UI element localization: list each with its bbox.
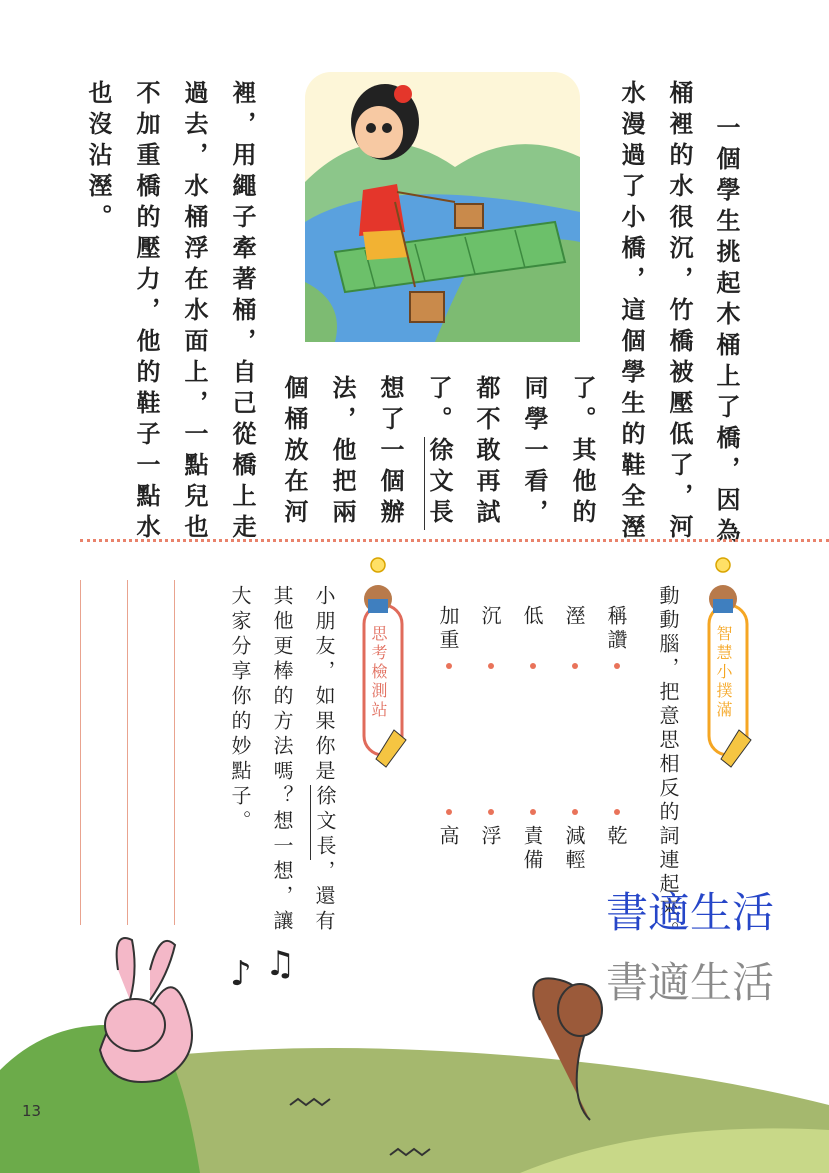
page-number: 13 bbox=[22, 1102, 42, 1120]
thinking-column-3: 大家分享你的妙點子。 bbox=[228, 585, 252, 835]
right-word[interactable]: 浮 bbox=[478, 825, 502, 849]
thinking-badge-label: 思考檢測站 bbox=[369, 625, 388, 720]
story-column: 不加重橋的壓力，他的鞋子一點水 bbox=[132, 80, 161, 545]
match-dot-right[interactable] bbox=[488, 809, 494, 815]
writing-line bbox=[174, 580, 175, 925]
left-word[interactable]: 稱讚 bbox=[604, 605, 628, 653]
story-column: 也沒沾溼。 bbox=[84, 80, 113, 235]
right-word[interactable]: 責備 bbox=[520, 825, 544, 873]
left-word[interactable]: 加重 bbox=[436, 605, 460, 653]
story-column: 過去，水桶浮在水面上，一點兒也 bbox=[180, 80, 209, 545]
story-column: 同學一看， bbox=[520, 375, 549, 530]
match-dot-left[interactable] bbox=[530, 663, 536, 669]
match-dot-right[interactable] bbox=[446, 809, 452, 815]
story-column: 法，他把兩 bbox=[328, 375, 357, 530]
story-column: 桶裡的水很沉，竹橋被壓低了，河 bbox=[665, 80, 694, 545]
svg-text:♪: ♪ bbox=[230, 954, 252, 994]
match-dot-right[interactable] bbox=[530, 809, 536, 815]
watermark-gray: 書適生活 bbox=[606, 958, 775, 1007]
story-column: 水漫過了小橋，這個學生的鞋全溼 bbox=[617, 80, 646, 545]
wisdom-badge-label: 智慧小撲滿 bbox=[714, 625, 733, 720]
story-column: 想了一個辦 bbox=[376, 375, 405, 530]
watermark-blue: 書適生活 bbox=[606, 888, 775, 937]
match-dot-left[interactable] bbox=[572, 663, 578, 669]
match-dot-right[interactable] bbox=[572, 809, 578, 815]
right-word[interactable]: 高 bbox=[436, 825, 460, 849]
thinking-column-1: 小朋友，如果你是 徐文長 ， 還有 bbox=[312, 585, 337, 935]
story-column-split bbox=[424, 375, 453, 530]
writing-line bbox=[80, 580, 81, 925]
story-column: 個桶放在河 bbox=[280, 375, 309, 530]
story-column: 了。 bbox=[424, 375, 453, 437]
section-divider bbox=[80, 539, 829, 542]
match-dot-left[interactable] bbox=[614, 663, 620, 669]
left-word[interactable]: 沉 bbox=[478, 605, 502, 629]
writing-line bbox=[127, 580, 128, 925]
left-word[interactable]: 低 bbox=[520, 605, 544, 629]
proper-name-mark: 徐文長 bbox=[425, 437, 454, 530]
right-word[interactable]: 乾 bbox=[604, 825, 628, 849]
story-column: 一個學生挑起木桶上了橋，因為 bbox=[712, 115, 741, 549]
wisdom-prompt: 動動腦，把意思相反的詞連起來。 bbox=[656, 585, 680, 945]
story-column: 了。其他的 bbox=[568, 375, 597, 530]
story-column: 都不敢再試 bbox=[472, 375, 501, 530]
match-dot-right[interactable] bbox=[614, 809, 620, 815]
match-dot-left[interactable] bbox=[446, 663, 452, 669]
proper-name-mark: 徐文長 bbox=[310, 785, 339, 860]
story-column: 裡，用繩子牽著桶，自己從橋上走 bbox=[228, 80, 257, 545]
story-illustration bbox=[305, 72, 580, 342]
match-dot-left[interactable] bbox=[488, 663, 494, 669]
svg-text:♫: ♫ bbox=[265, 944, 296, 984]
thinking-column-2: 其他更棒的方法嗎？想一想，讓 bbox=[270, 585, 294, 935]
right-word[interactable]: 減輕 bbox=[562, 825, 586, 873]
left-word[interactable]: 溼 bbox=[562, 605, 586, 629]
